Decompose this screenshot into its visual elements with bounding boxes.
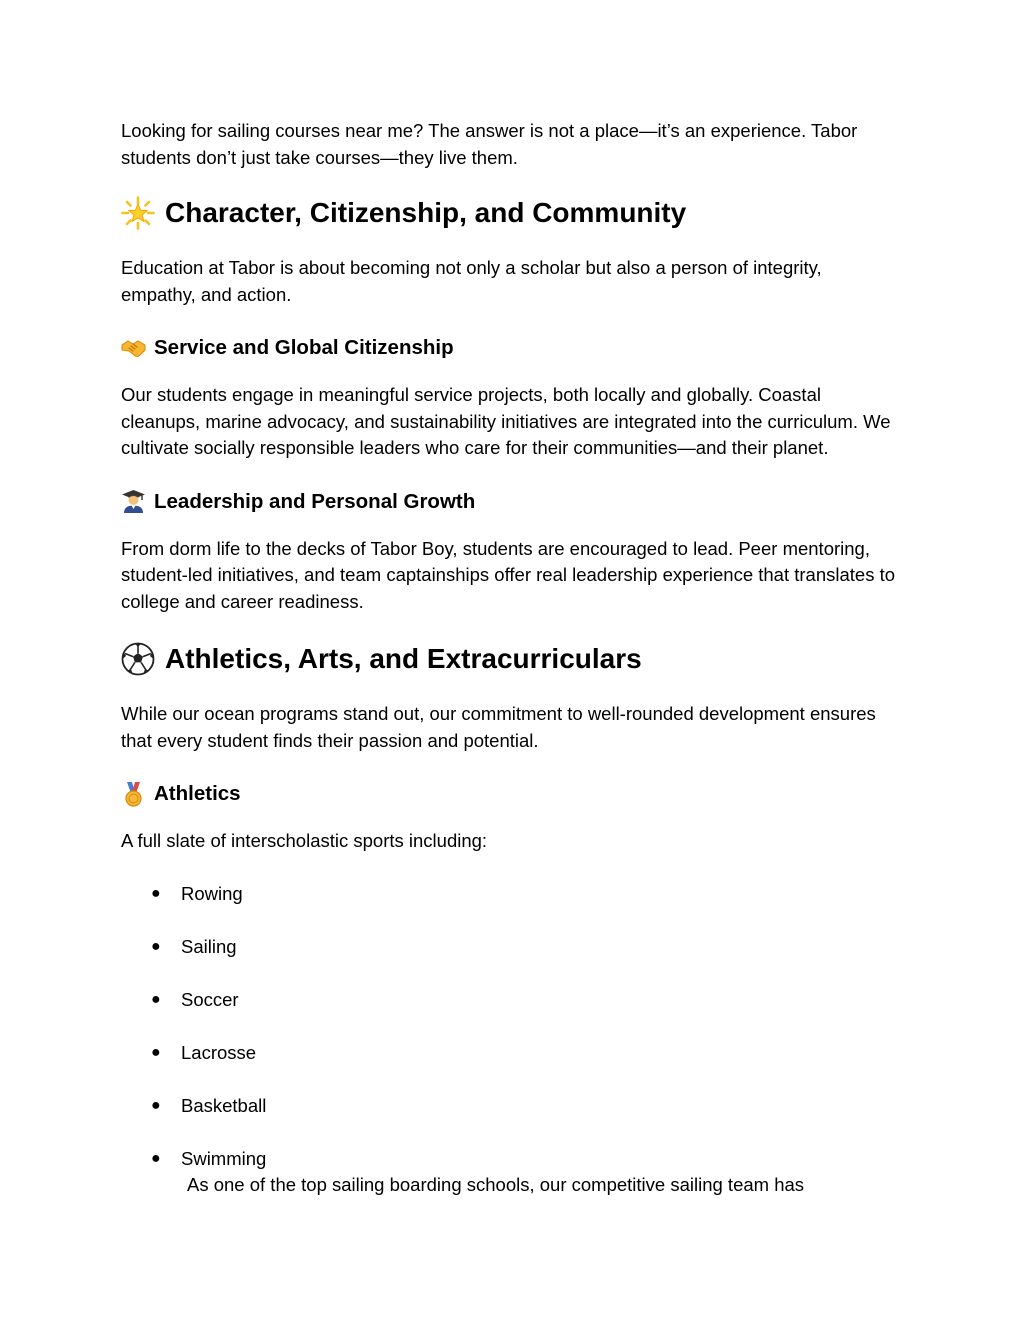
bullet: ● xyxy=(151,1149,161,1167)
medal-icon xyxy=(121,782,146,807)
bullet: ● xyxy=(151,884,161,902)
intro-paragraph: Looking for sailing courses near me? The answer is not a place—it’s an experience. Tabor students don’t just take courses—they live them. xyxy=(121,120,858,168)
list-item-label: Rowing xyxy=(181,882,243,904)
sailing-team-note: As one of the top sailing boarding schools, our competitive sailing team has xyxy=(187,1174,805,1195)
athletics-paragraph: A full slate of interscholastic sports including: xyxy=(121,830,488,851)
list-item xyxy=(121,987,901,1014)
service-paragraph: Our students engage in meaningful service projects, both locally and globally. Coastal cleanups, marine advocacy, and sustainability initiatives are integrated into the curriculum. We cultivate socially responsible leaders who care for their communities—and their planet. xyxy=(121,384,891,458)
heading-character-citizenship-community xyxy=(121,195,901,231)
subsection-title: Leadership and Personal Growth xyxy=(154,489,476,513)
list-item-label: Lacrosse xyxy=(181,1041,257,1063)
list-item xyxy=(121,1146,901,1199)
bullet: ● xyxy=(151,1096,161,1114)
list-item-label: Sailing xyxy=(181,935,237,957)
bullet: ● xyxy=(151,1043,161,1061)
heading-service-global-citizenship xyxy=(121,334,901,362)
list-item-label: Basketball xyxy=(181,1094,267,1116)
subsection-title: Service and Global Citizenship xyxy=(154,336,454,359)
handshake-icon xyxy=(121,336,146,361)
section-intro-paragraph: While our ocean programs stand out, our commitment to well-rounded development ensures that every student finds their passion and potential. xyxy=(121,703,876,751)
list-item-label: Soccer xyxy=(181,988,239,1010)
section-title: Character, Citizenship, and Community xyxy=(165,197,687,228)
list-item xyxy=(121,881,901,908)
heading-athletics-arts-extracurriculars xyxy=(121,641,901,677)
bullet: ● xyxy=(151,990,161,1008)
soccer-ball-icon xyxy=(121,642,155,676)
graduate-icon xyxy=(121,489,146,514)
heading-athletics xyxy=(121,780,901,808)
leadership-paragraph: From dorm life to the decks of Tabor Boy, students are encouraged to lead. Peer mentoring, student-led initiatives, and team captainships offer real leadership experience that translates to college and career readiness. xyxy=(121,537,896,612)
sports-list xyxy=(121,881,901,1199)
document-page xyxy=(121,118,901,1199)
section-intro-paragraph: Education at Tabor is about becoming not only a scholar but also a person of integrity, empathy, and action. xyxy=(121,257,822,305)
list-item-label: Swimming xyxy=(181,1147,267,1169)
list-item xyxy=(121,1093,901,1120)
section-title: Athletics, Arts, and Extracurriculars xyxy=(165,643,642,674)
heading-leadership-personal-growth xyxy=(121,488,901,516)
list-item xyxy=(121,1040,901,1067)
list-item xyxy=(121,934,901,961)
star-icon xyxy=(121,196,155,230)
bullet: ● xyxy=(151,937,161,955)
subsection-title: Athletics xyxy=(154,782,241,805)
